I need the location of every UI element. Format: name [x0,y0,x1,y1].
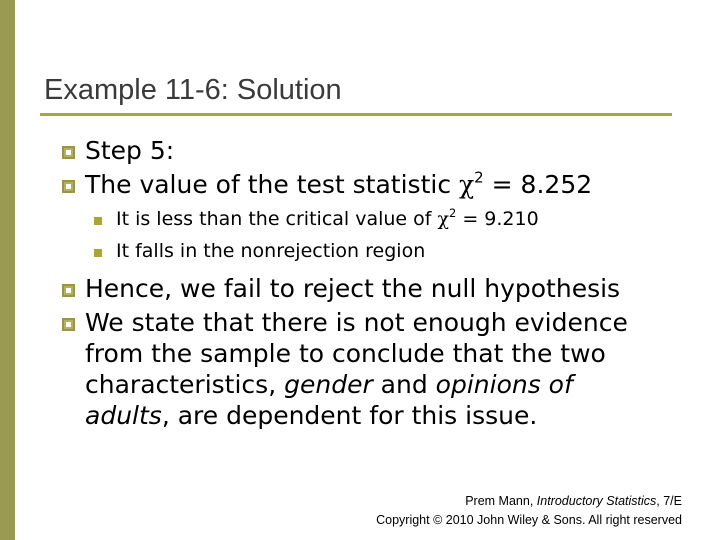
text-segment: and [372,370,436,399]
text-segment: , 7/E [656,494,682,508]
italic-term: adults [85,401,162,430]
bullet-marker [62,146,75,159]
bullet-statement-line2: from the sample to conclude that the two [85,339,606,368]
bullet-test-statistic [85,170,592,199]
text-segment: characteristics, [85,370,285,399]
slide-title: Example 11-6: Solution [44,74,342,106]
italic-term: gender [284,370,373,399]
title-underline [40,113,672,116]
bullet-statement-line3 [85,370,573,399]
sub-bullet-marker [94,249,102,257]
sub-bullet-critical-value [116,208,539,230]
sub-bullet-nonrejection: It falls in the nonrejection region [116,240,426,262]
bullet-marker [62,318,75,331]
superscript: 2 [474,168,484,187]
book-title: Introductory Statistics [536,494,657,508]
text-segment: = 9.210 [456,208,539,230]
text-segment: The value of the test statistic [85,170,460,199]
text-segment: It is less than the critical value of [116,208,438,230]
bullet-statement-line4 [85,401,537,430]
text-segment: , are dependent for this issue. [161,401,538,430]
bullet-conclusion: Hence, we fail to reject the null hypothesis [85,274,621,303]
bullet-step5: Step 5: [85,136,175,165]
footer-copyright: Copyright © 2010 John Wiley & Sons. All right reserved [376,513,682,527]
sub-bullet-marker [94,217,102,225]
chi-symbol: χ [437,208,450,230]
text-segment: Prem Mann, [465,494,537,508]
text-segment: = 8.252 [483,170,593,199]
footer-citation [465,494,682,508]
superscript: 2 [449,206,457,221]
bullet-marker [62,180,75,193]
bullet-statement-line1: We state that there is not enough evidence [85,308,628,337]
italic-term: opinions of [435,370,573,399]
chi-symbol: χ [459,170,475,199]
left-accent-bar [0,0,15,540]
bullet-marker [62,284,75,297]
